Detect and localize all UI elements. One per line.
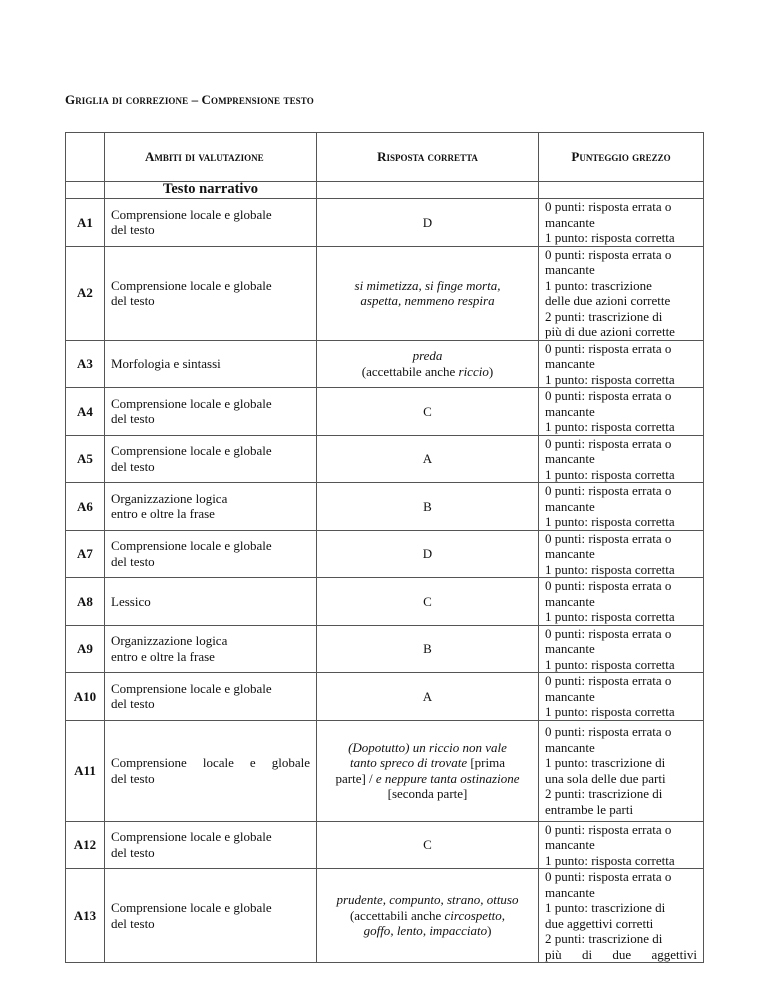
item-punteggio: 0 punti: risposta errata o mancante 1 punto: trascrizione di una sola delle due parti 2 punti: trascrizione di entrambe le parti xyxy=(539,720,704,821)
header-ambiti: Ambiti di valutazione xyxy=(105,133,317,182)
item-id: A13 xyxy=(66,869,105,963)
table-row xyxy=(66,530,704,578)
item-punteggio: 0 punti: risposta errata o mancante 1 punto: trascrizione delle due azioni corrette 2 punti: trascrizione di più di due azioni corrette xyxy=(539,246,704,340)
section-row xyxy=(66,182,704,199)
item-id: A9 xyxy=(66,625,105,673)
item-ambito: Comprensione locale e globale del testo xyxy=(105,246,317,340)
item-id: A6 xyxy=(66,483,105,531)
item-punteggio: 0 punti: risposta errata o mancante 1 punto: risposta corretta xyxy=(539,578,704,626)
section-label: Testo narrativo xyxy=(105,182,317,199)
item-ambito: Comprensione locale e globale del testo xyxy=(105,673,317,721)
header-id xyxy=(66,133,105,182)
table-row xyxy=(66,869,704,963)
item-risposta: prudente, compunto, strano, ottuso (accettabili anche circospetto, goffo, lento, impacciato) xyxy=(317,869,539,963)
item-ambito: Comprensione locale e globale del testo xyxy=(105,821,317,869)
table-header-row xyxy=(66,133,704,182)
item-id: A10 xyxy=(66,673,105,721)
item-ambito: Lessico xyxy=(105,578,317,626)
header-risposta: Risposta corretta xyxy=(317,133,539,182)
item-risposta: preda (accettabile anche riccio) xyxy=(317,340,539,388)
table-row xyxy=(66,435,704,483)
section-empty-cell xyxy=(66,182,105,199)
item-punteggio: 0 punti: risposta errata o mancante 1 punto: risposta corretta xyxy=(539,625,704,673)
table-row xyxy=(66,578,704,626)
table-row xyxy=(66,483,704,531)
item-punteggio: 0 punti: risposta errata o mancante 1 punto: risposta corretta xyxy=(539,483,704,531)
item-id: A1 xyxy=(66,199,105,247)
item-punteggio: 0 punti: risposta errata o mancante 1 punto: trascrizione di due aggettivi corretti 2 punti: trascrizione di più di due aggettivi xyxy=(539,869,704,963)
item-risposta: B xyxy=(317,625,539,673)
item-risposta: D xyxy=(317,199,539,247)
section-empty-cell xyxy=(539,182,704,199)
item-punteggio: 0 punti: risposta errata o mancante 1 punto: risposta corretta xyxy=(539,340,704,388)
item-ambito: Comprensione locale e globale del testo xyxy=(105,869,317,963)
table-row xyxy=(66,673,704,721)
item-ambito: Comprensione locale e globale del testo xyxy=(105,720,317,821)
item-risposta: C xyxy=(317,578,539,626)
item-ambito: Comprensione locale e globale del testo xyxy=(105,435,317,483)
item-punteggio: 0 punti: risposta errata o mancante 1 punto: risposta corretta xyxy=(539,388,704,436)
item-risposta: A xyxy=(317,435,539,483)
item-risposta: C xyxy=(317,388,539,436)
header-punteggio: Punteggio grezzo xyxy=(539,133,704,182)
item-id: A11 xyxy=(66,720,105,821)
correction-grid-table xyxy=(65,132,704,963)
item-ambito: Comprensione locale e globale del testo xyxy=(105,199,317,247)
table-row xyxy=(66,388,704,436)
item-risposta: D xyxy=(317,530,539,578)
item-risposta: (Dopotutto) un riccio non vale tanto spreco di trovate [prima parte] / e neppure tanta ostinazione [seconda parte] xyxy=(317,720,539,821)
table-row xyxy=(66,199,704,247)
item-punteggio: 0 punti: risposta errata o mancante 1 punto: risposta corretta xyxy=(539,199,704,247)
item-id: A4 xyxy=(66,388,105,436)
item-id: A12 xyxy=(66,821,105,869)
document-title: Griglia di correzione – Comprensione testo xyxy=(65,92,314,107)
table-row xyxy=(66,246,704,340)
item-punteggio: 0 punti: risposta errata o mancante 1 punto: risposta corretta xyxy=(539,435,704,483)
item-ambito: Comprensione locale e globale del testo xyxy=(105,530,317,578)
table-row xyxy=(66,720,704,821)
table-row xyxy=(66,821,704,869)
table-row xyxy=(66,625,704,673)
item-ambito: Organizzazione logica entro e oltre la frase xyxy=(105,483,317,531)
item-punteggio: 0 punti: risposta errata o mancante 1 punto: risposta corretta xyxy=(539,821,704,869)
item-risposta: B xyxy=(317,483,539,531)
item-ambito: Morfologia e sintassi xyxy=(105,340,317,388)
item-id: A2 xyxy=(66,246,105,340)
item-ambito: Organizzazione logica entro e oltre la frase xyxy=(105,625,317,673)
item-punteggio: 0 punti: risposta errata o mancante 1 punto: risposta corretta xyxy=(539,673,704,721)
item-ambito: Comprensione locale e globale del testo xyxy=(105,388,317,436)
item-risposta: A xyxy=(317,673,539,721)
item-id: A7 xyxy=(66,530,105,578)
section-empty-cell xyxy=(317,182,539,199)
item-risposta: C xyxy=(317,821,539,869)
item-punteggio: 0 punti: risposta errata o mancante 1 punto: risposta corretta xyxy=(539,530,704,578)
item-id: A5 xyxy=(66,435,105,483)
table-row xyxy=(66,340,704,388)
item-risposta: si mimetizza, si finge morta, aspetta, nemmeno respira xyxy=(317,246,539,340)
item-id: A8 xyxy=(66,578,105,626)
item-id: A3 xyxy=(66,340,105,388)
